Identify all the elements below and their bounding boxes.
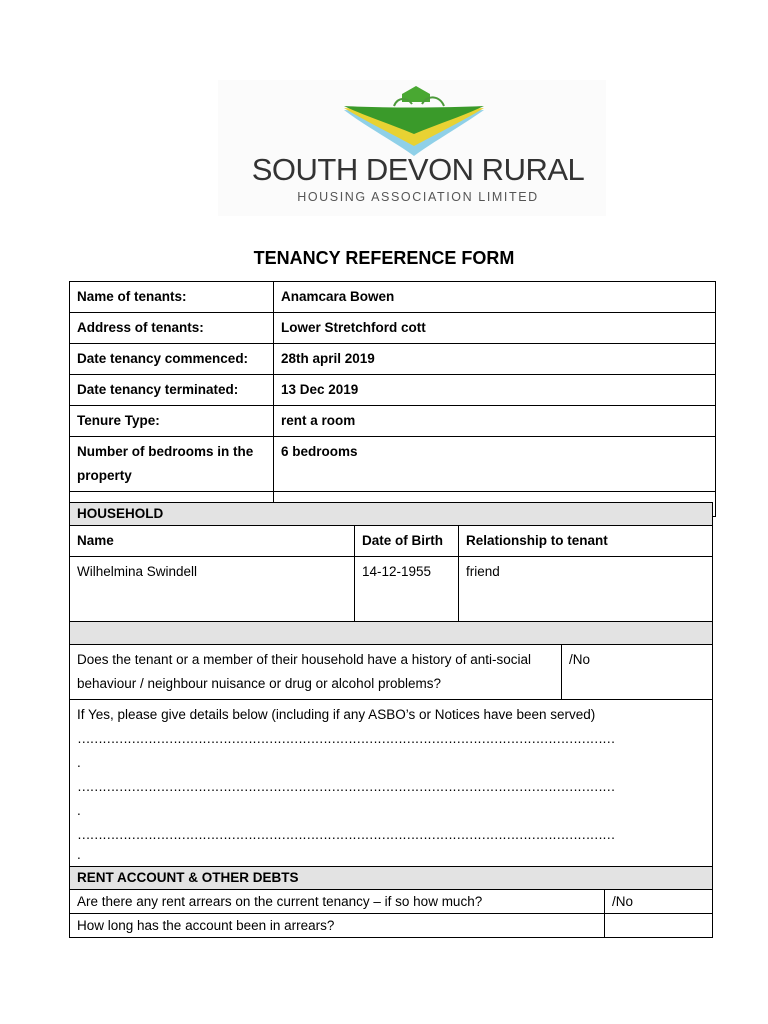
column-header-name: Name: [70, 526, 355, 557]
tenancy-label: Date tenancy terminated:: [70, 375, 274, 406]
rent-heading: RENT ACCOUNT & OTHER DEBTS: [70, 867, 713, 890]
tenancy-details-table: [69, 281, 716, 517]
tenancy-value: 6 bedrooms: [274, 437, 716, 492]
table-row: [70, 313, 716, 344]
member-relationship: friend: [459, 557, 713, 622]
tenancy-value: 13 Dec 2019: [274, 375, 716, 406]
table-row: [70, 557, 713, 622]
household-heading: HOUSEHOLD: [70, 503, 713, 526]
dotted-line: …………………………………………………………………………………………………………………: [77, 827, 615, 842]
column-header-relationship: Relationship to tenant: [459, 526, 713, 557]
asb-details: [70, 700, 713, 867]
table-row: [70, 914, 713, 938]
shaded-separator-row: [70, 622, 713, 645]
association-logo: [218, 80, 606, 216]
table-row: [70, 437, 716, 492]
section-header-row: [70, 503, 713, 526]
table-row: [70, 890, 713, 914]
dotted-line-end: .: [77, 847, 81, 862]
dotted-line: …………………………………………………………………………………………………………………: [77, 779, 615, 794]
dotted-line-end: .: [77, 803, 81, 818]
asb-question: Does the tenant or a member of their household have a history of anti-social behaviour / neighbour nuisance or drug or alcohol problems?: [70, 645, 562, 700]
member-name: Wilhelmina Swindell: [70, 557, 355, 622]
table-row: [70, 282, 716, 313]
table-row: [70, 344, 716, 375]
table-row: [70, 406, 716, 437]
table-row: [70, 700, 713, 867]
tenancy-value: rent a room: [274, 406, 716, 437]
dotted-line: …………………………………………………………………………………………………………………: [77, 731, 615, 746]
rent-question-duration: How long has the account been in arrears?: [70, 914, 605, 938]
household-table: [69, 502, 713, 938]
column-header-dob: Date of Birth: [355, 526, 459, 557]
section-header-row: [70, 867, 713, 890]
tenancy-label: Address of tenants:: [70, 313, 274, 344]
logo-sub-text: HOUSING ASSOCIATION LIMITED: [297, 190, 539, 204]
tenancy-label: Number of bedrooms in the property: [70, 437, 274, 492]
dotted-line-end: .: [77, 755, 81, 770]
tenancy-label: Name of tenants:: [70, 282, 274, 313]
table-row: [70, 645, 713, 700]
form-title: TENANCY REFERENCE FORM: [253, 248, 515, 268]
tenancy-value: Lower Stretchford cott: [274, 313, 716, 344]
tenancy-value: 28th april 2019: [274, 344, 716, 375]
logo-main-text: SOUTH DEVON RURAL: [251, 152, 585, 187]
rent-question-arrears: Are there any rent arrears on the current tenancy – if so how much?: [70, 890, 605, 914]
separator-cell: [70, 622, 713, 645]
rent-answer-duration: [605, 914, 713, 938]
member-dob: 14-12-1955: [355, 557, 459, 622]
table-row: [70, 375, 716, 406]
tenancy-value: Anamcara Bowen: [274, 282, 716, 313]
details-prompt: If Yes, please give details below (including if any ASBO’s or Notices have been served): [77, 707, 596, 722]
tenancy-label: Date tenancy commenced:: [70, 344, 274, 375]
asb-answer: /No: [562, 645, 713, 700]
tenancy-label: Tenure Type:: [70, 406, 274, 437]
table-header-row: [70, 526, 713, 557]
rent-answer-arrears: /No: [605, 890, 713, 914]
